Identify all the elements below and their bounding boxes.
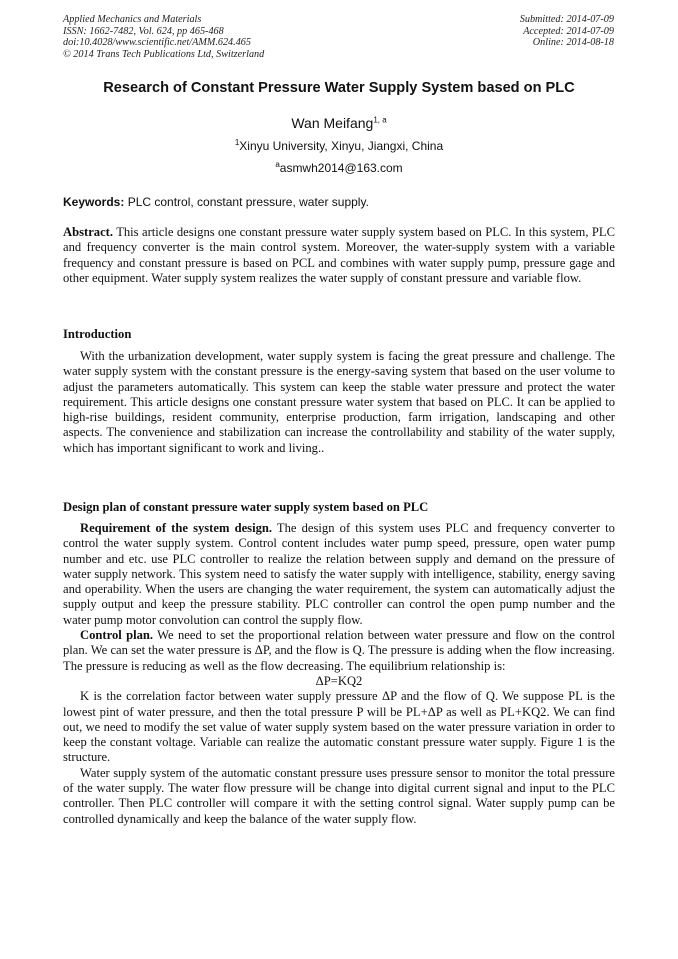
introduction-paragraph: With the urbanization development, water supply system is facing the great pressure and challenge. The water supply system with the constant pressure is the energy-saving system that based on the user volume to adjust the parameters automatically. This system can keep the stable water pressure and protect the water requirement. This article designs one constant pressure water system that based on PLC. It can be applied to high-rise buildings, resident community, enterprise production, farm irrigation, landscaping and other aspects. The convenience and stabilization can increase the controllability and stability of the water supply, which has important significant to work and living.. — [63, 349, 615, 455]
design-heading: Design plan of constant pressure water supply system based on PLC — [63, 500, 429, 514]
affiliation-text: Xinyu University, Xinyu, Jiangxi, China — [239, 139, 444, 153]
journal-header — [63, 14, 264, 60]
submitted-date: Submitted: 2014-07-09 — [519, 14, 614, 25]
dates-header — [520, 14, 614, 49]
author-line — [0, 115, 678, 131]
control-lead: Control plan. — [80, 628, 154, 643]
keywords-line — [63, 195, 615, 209]
keywords-text: PLC control, constant pressure, water supply. — [124, 195, 369, 209]
abstract-paragraph — [63, 225, 615, 286]
keywords-label: Keywords: — [63, 195, 125, 209]
journal-doi[interactable]: doi:10.4028/www.scientific.net/AMM.624.465 — [63, 37, 251, 49]
author-superscript: 1, a — [373, 115, 387, 125]
requirement-text: The design of this system uses PLC and frequency converter to control the water supply system. Control content includes water pump speed, pressure, open water pump number and etc. use PLC controller to realize the relation between supply and demand on the pressure of water supply network. This system need to satisfy the water supply with intelligence, stability, energy saving and operability. When the users are changing the water requirement, the system can automatically adjust the supply output and keep the pressure stability. PLC controller can control the open pump number and the water pump motor convolution can control the supply flow. — [63, 521, 615, 627]
sensor-paragraph: Water supply system of the automatic constant pressure uses pressure sensor to monitor the total pressure of the water supply. The water flow pressure will be change into digital current signal and input to the PLC controller. Then PLC controller will compare it with the setting control signal. Water supply pump can be controlled dynamically and keep the balance of the water supply flow. — [63, 765, 615, 826]
equation: ΔP=KQ2 — [315, 673, 363, 688]
accepted-date: Accepted: 2014-07-09 — [523, 25, 614, 37]
affiliation-line — [0, 139, 678, 153]
paper-title: Research of Constant Pressure Water Supply System based on PLC — [103, 80, 575, 96]
affiliation-superscript: 1 — [234, 138, 240, 147]
control-paragraph — [63, 628, 615, 674]
design-section — [63, 521, 615, 827]
email-superscript: a — [275, 160, 280, 169]
online-date: Online: 2014-08-18 — [532, 37, 614, 49]
requirement-paragraph — [63, 521, 615, 628]
k-paragraph: K is the correlation factor between water supply pressure ΔP and the flow of Q. We suppose PL is the lowest pint of water pressure, and then the total pressure P will be PL+ΔP as well as PL+KQ2. We can find out, we need to modify the set value of water supply system based on the water pressure variation in order to keep the constant voltage. Variable can realize the automatic constant pressure water supply. Figure 1 is the structure. — [63, 689, 615, 765]
author-name: Wan Meifang — [291, 115, 374, 131]
journal-copyright: © 2014 Trans Tech Publications Ltd, Switzerland — [63, 48, 265, 60]
email-line — [0, 161, 678, 175]
journal-name: Applied Mechanics and Materials — [63, 14, 202, 25]
introduction-heading: Introduction — [63, 327, 132, 341]
control-text: We need to set the proportional relation between water pressure and flow on the control plan. We can set the water pressure is ΔP, and the flow is Q. The pressure is adding when the flow increasing. The pressure is reducing as well as the flow decreasing. The equilibrium relationship is: — [63, 628, 616, 673]
abstract-text: This article designs one constant pressure water supply system based on PLC. In this system, PLC and frequency converter is the main control system. Moreover, the water-supply system with a variable frequency and constant pressure is based on PCL and combines with water supply pump, pressure gage and other equipment. Water supply system realizes the water supply of constant pressure and variable flow. — [63, 225, 615, 285]
abstract-label: Abstract. — [63, 225, 114, 239]
email-address[interactable]: asmwh2014@163.com — [279, 161, 403, 175]
journal-issn: ISSN: 1662-7482, Vol. 624, pp 465-468 — [63, 25, 224, 37]
requirement-lead: Requirement of the system design. — [80, 521, 273, 535]
